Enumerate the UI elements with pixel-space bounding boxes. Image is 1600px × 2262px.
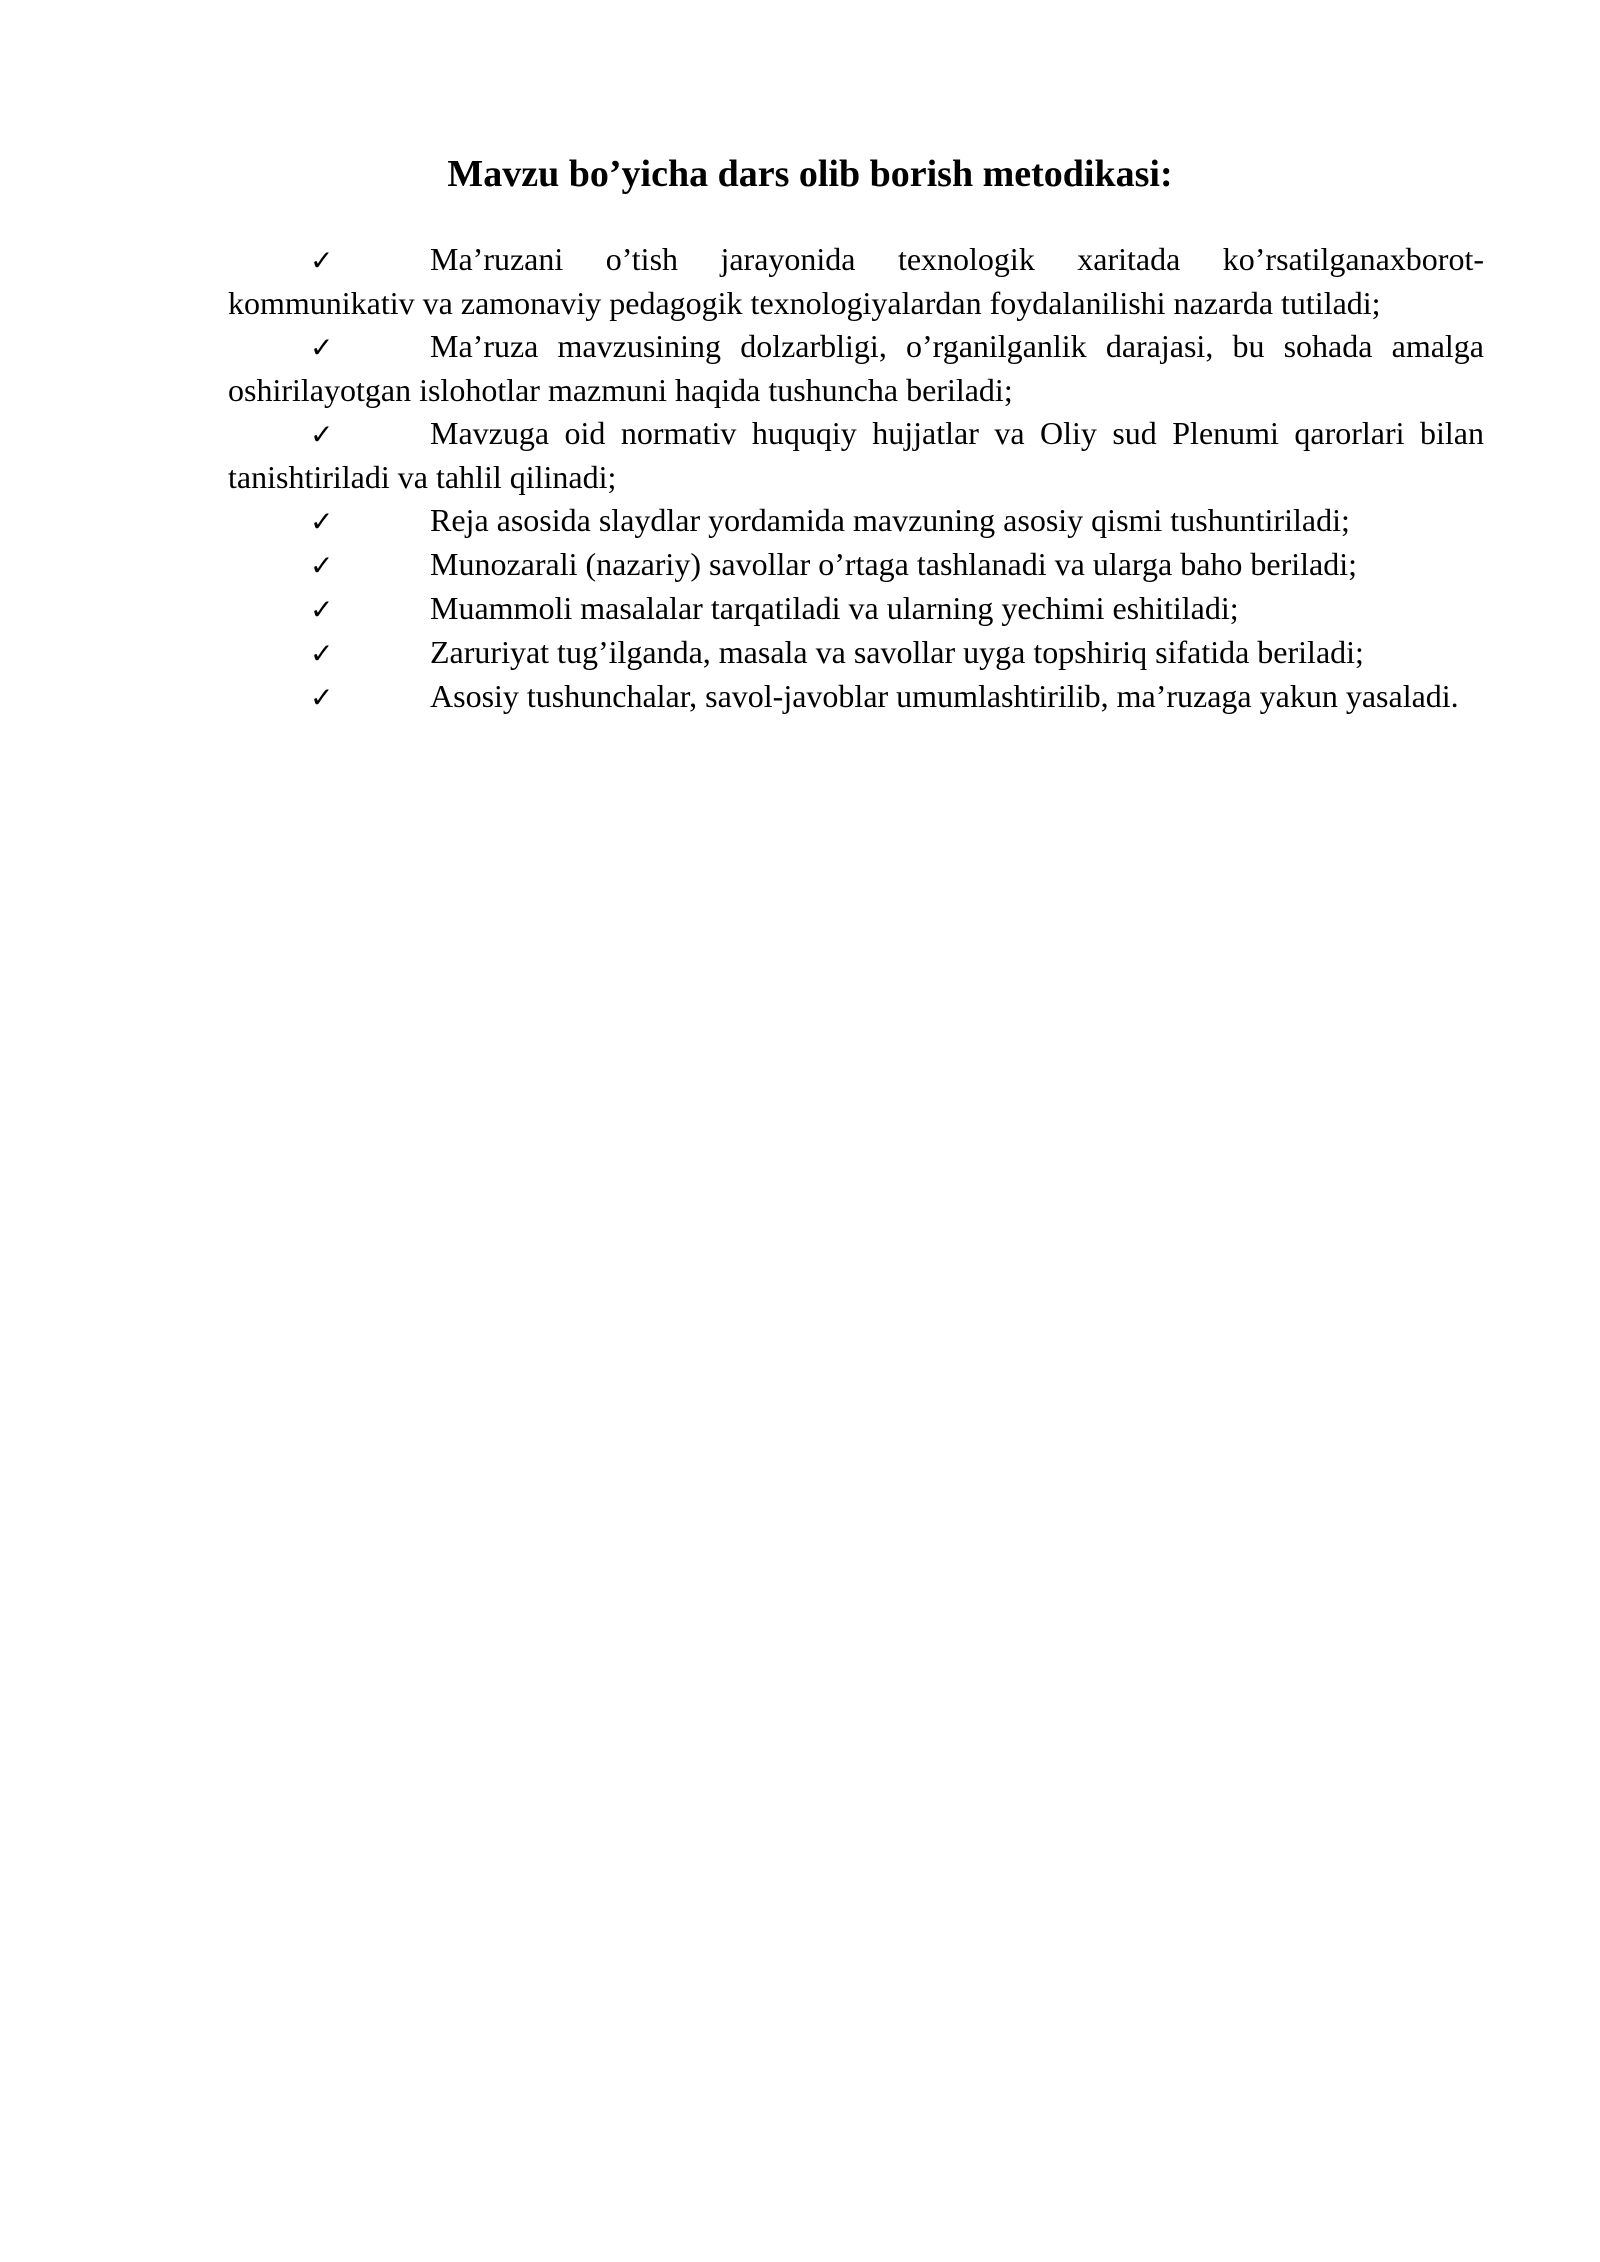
list-item bbox=[228, 412, 1484, 499]
list-item-text: Mavzuga oid normativ huquqiy hujjatlar va Oliy sud Plenumi qarorlari bilan tanishtiriladi va tahlil qilinadi; bbox=[228, 415, 1484, 495]
list-item-text: Asosiy tushunchalar, savol-javoblar umumlashtirilib, ma’ruzaga yakun yasaladi. bbox=[430, 678, 1459, 714]
list-item-text: Zaruriyat tug’ilganda, masala va savollar uyga topshiriq sifatida beriladi; bbox=[430, 634, 1364, 670]
checkmark-icon: ✓ bbox=[310, 681, 334, 714]
checkmark-icon: ✓ bbox=[310, 637, 334, 670]
checkmark-icon: ✓ bbox=[310, 505, 334, 538]
list-item bbox=[228, 543, 1484, 587]
list-item bbox=[228, 631, 1484, 675]
checkmark-icon: ✓ bbox=[310, 549, 334, 582]
list-item-text: Ma’ruzani o’tish jarayonida texnologik xaritada ko’rsatilganaxborot-kommunikativ va zamonaviy pedagogik texnologiyalardan foydalanilishi nazarda tutiladi; bbox=[228, 241, 1484, 321]
methodology-list bbox=[228, 238, 1484, 719]
checkmark-icon: ✓ bbox=[310, 244, 334, 277]
list-item bbox=[228, 325, 1484, 412]
checkmark-icon: ✓ bbox=[310, 331, 334, 364]
checkmark-icon: ✓ bbox=[310, 593, 334, 626]
list-item bbox=[228, 499, 1484, 543]
list-item-text: Munozarali (nazariy) savollar o’rtaga tashlanadi va ularga baho beriladi; bbox=[430, 546, 1358, 582]
list-item bbox=[228, 587, 1484, 631]
list-item bbox=[228, 238, 1484, 325]
list-item bbox=[228, 675, 1484, 719]
list-item-text: Ma’ruza mavzusining dolzarbligi, o’rganilganlik darajasi, bu sohada amalga oshirilayotgan islohotlar mazmuni haqida tushuncha beriladi; bbox=[228, 328, 1484, 408]
list-item-text: Muammoli masalalar tarqatiladi va ularning yechimi eshitiladi; bbox=[430, 590, 1239, 626]
page-title: Mavzu bo’yicha dars olib borish metodikasi: bbox=[447, 153, 1173, 195]
list-item-text: Reja asosida slaydlar yordamida mavzuning asosiy qismi tushuntiriladi; bbox=[430, 502, 1350, 538]
checkmark-icon: ✓ bbox=[310, 418, 334, 451]
